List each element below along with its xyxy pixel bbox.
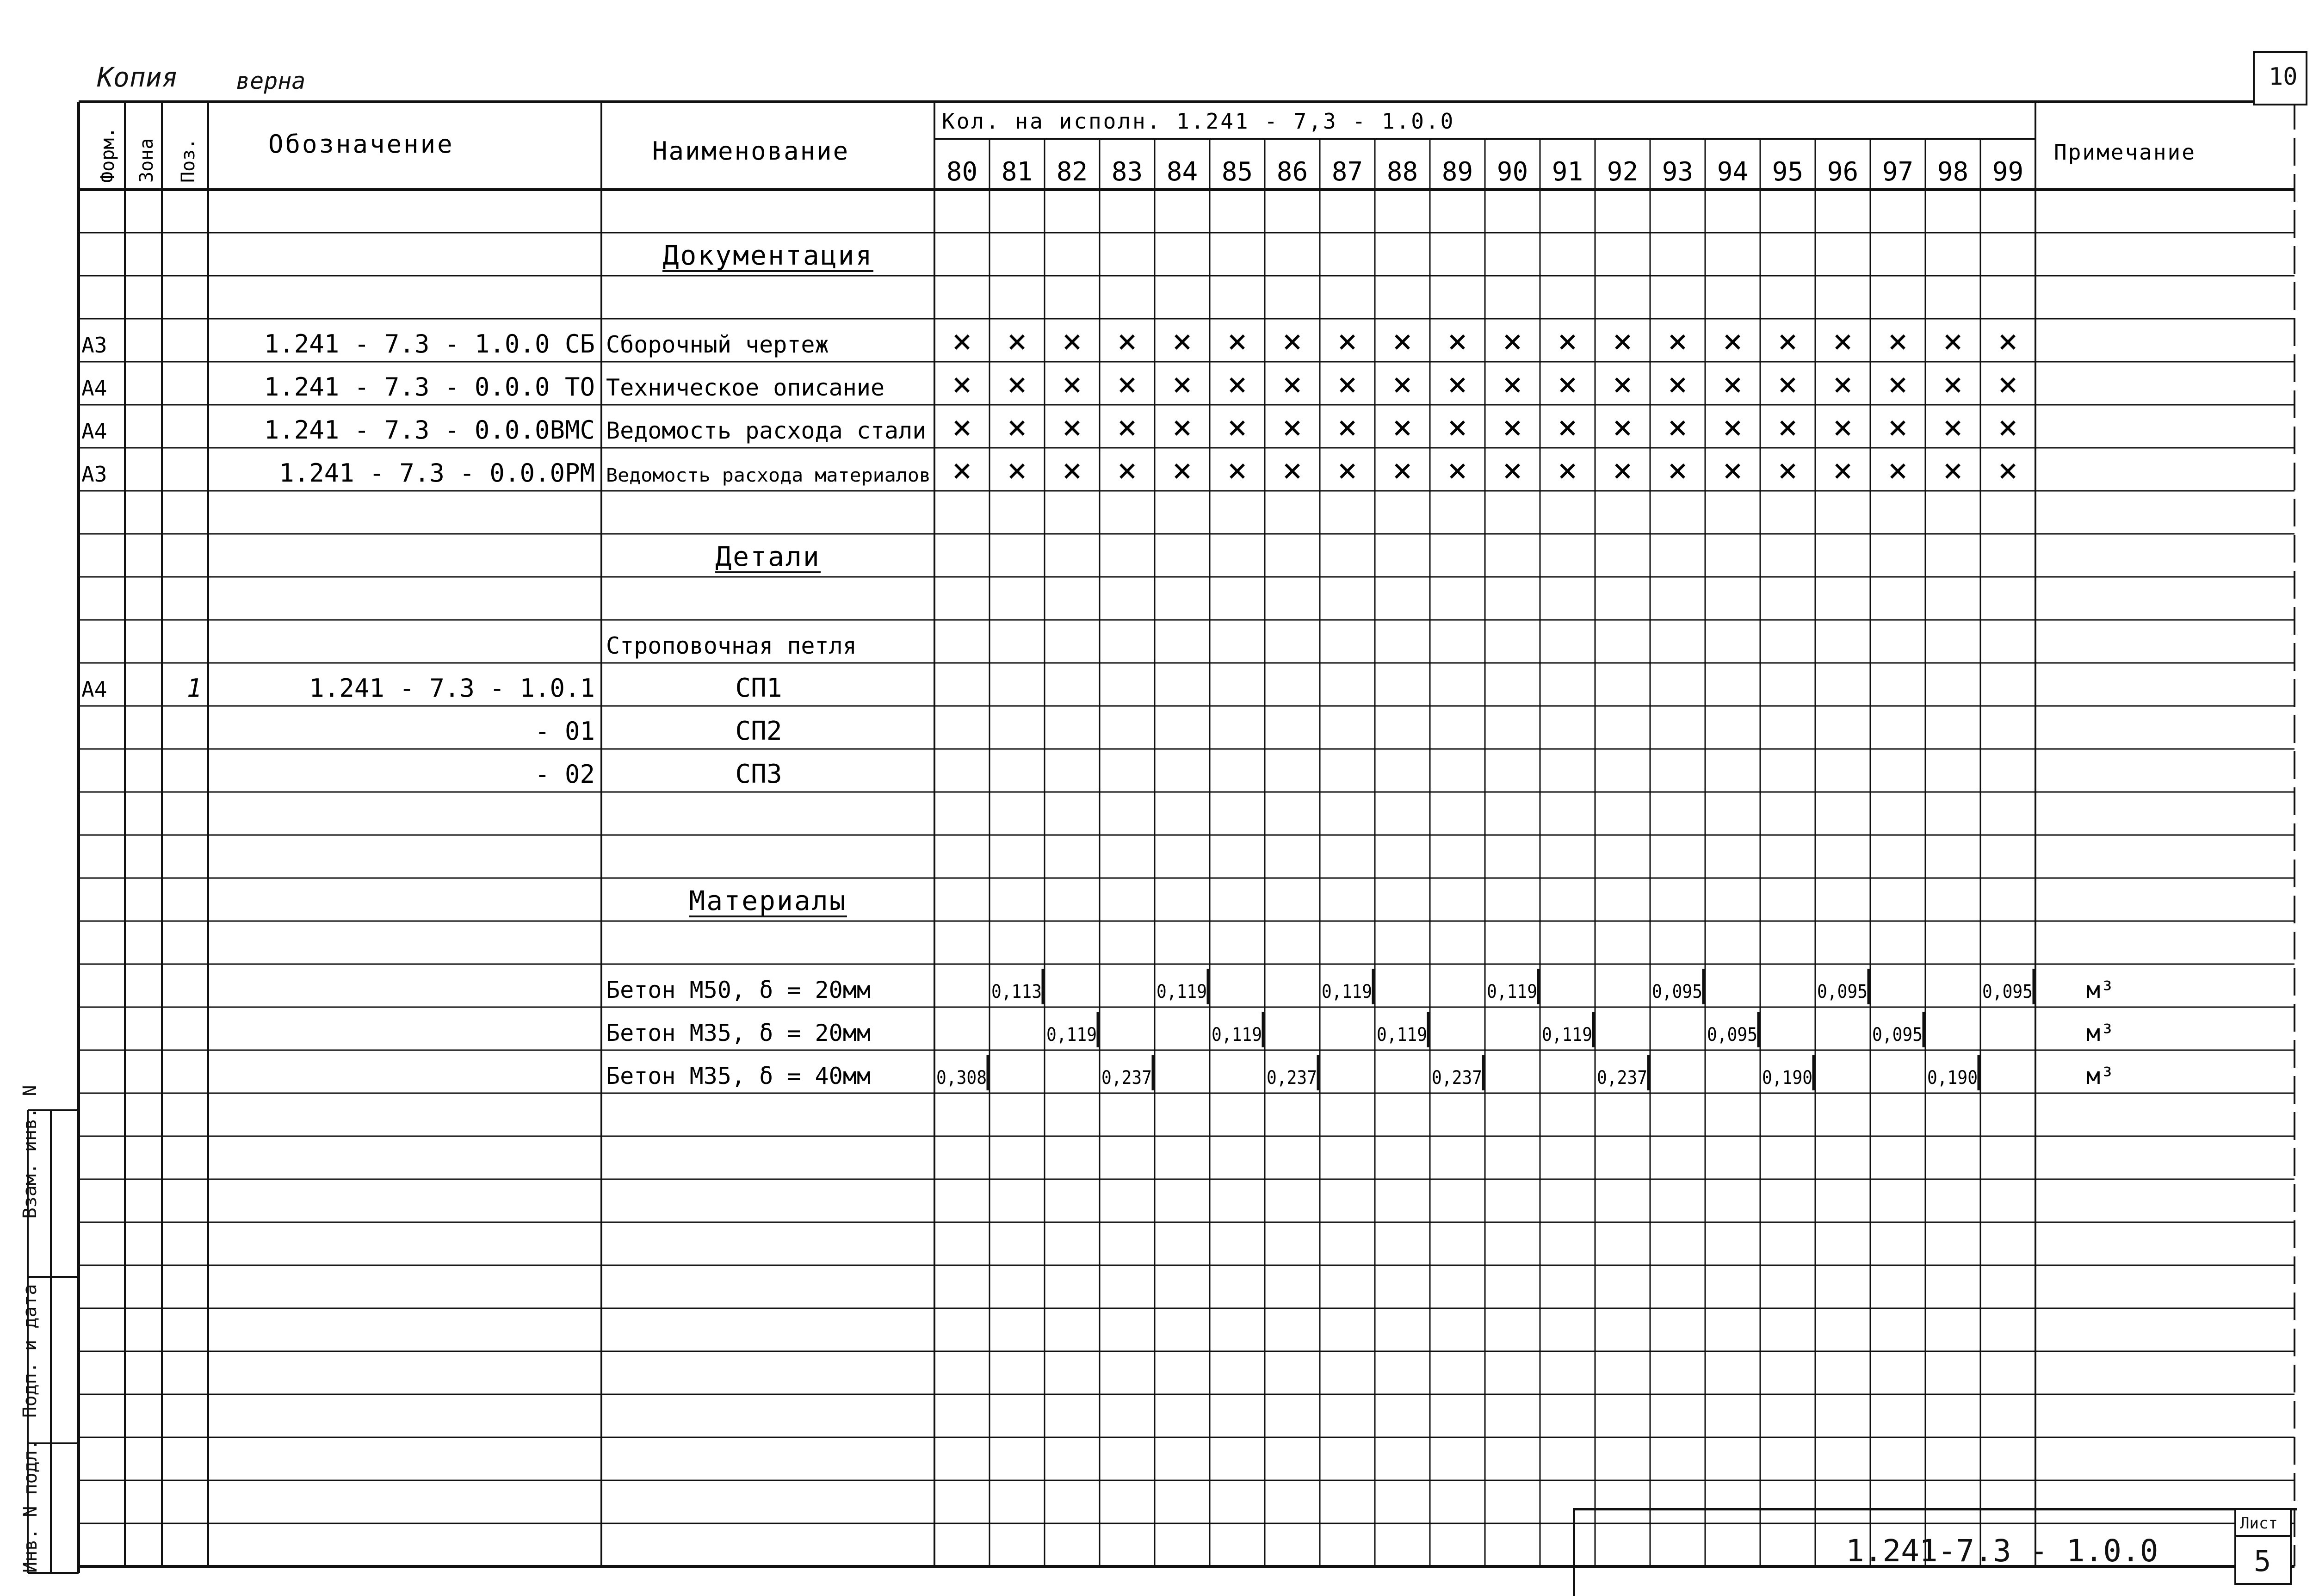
quantity-value: 0,190 <box>1762 1067 1812 1089</box>
section-heading: Материалы <box>689 885 847 916</box>
row-name: Ведомость расхода материалов <box>606 465 931 486</box>
variant-number-84: 84 <box>1166 157 1198 187</box>
row-name: СП2 <box>735 716 782 746</box>
applicability-mark: × <box>1227 322 1248 360</box>
row-designation: 1.241 - 7.3 - 0.0.0 ТО <box>264 372 595 402</box>
applicability-mark: × <box>1942 365 1963 403</box>
row-name: Ведомость расхода стали <box>606 417 927 444</box>
applicability-mark: × <box>1667 451 1688 489</box>
quantity-value: 0,237 <box>1101 1067 1152 1089</box>
verified-stamp-word: верна <box>236 68 306 94</box>
variant-number-91: 91 <box>1552 157 1583 187</box>
applicability-mark: × <box>1612 451 1633 489</box>
row-name: Бетон М35, δ = 20мм <box>606 1020 871 1046</box>
section-heading: Документация <box>662 240 873 271</box>
applicability-mark: × <box>1832 365 1853 403</box>
side-stamp-inv-no: Инв. N подл. <box>20 1439 41 1573</box>
header-name: Наименование <box>652 136 850 166</box>
quantity-value: 0,119 <box>1212 1024 1262 1045</box>
applicability-mark: × <box>1227 451 1248 489</box>
applicability-mark: × <box>1062 451 1082 489</box>
applicability-mark: × <box>1722 365 1743 403</box>
applicability-mark: × <box>1062 408 1082 446</box>
applicability-mark: × <box>1777 322 1798 360</box>
applicability-mark: × <box>1557 451 1578 489</box>
sheet-label: Лист <box>2240 1514 2278 1533</box>
applicability-mark: × <box>1392 408 1413 446</box>
applicability-mark: × <box>1502 451 1523 489</box>
applicability-mark: × <box>1777 451 1798 489</box>
side-stamp-replace-inv: Взам. инв. N <box>19 1085 41 1219</box>
quantity-value: 0,119 <box>1542 1024 1592 1045</box>
variant-number-93: 93 <box>1662 157 1694 187</box>
applicability-mark: × <box>1722 451 1743 489</box>
applicability-mark: × <box>1502 408 1523 446</box>
section-heading: Детали <box>715 541 821 572</box>
row-format: А4 <box>81 677 107 702</box>
variant-number-82: 82 <box>1056 157 1088 187</box>
applicability-mark: × <box>1942 408 1963 446</box>
applicability-mark: × <box>1007 451 1027 489</box>
variant-number-81: 81 <box>1001 157 1033 187</box>
applicability-mark: × <box>1172 365 1193 403</box>
quantity-value: 0,308 <box>936 1067 987 1089</box>
applicability-mark: × <box>1282 365 1303 403</box>
variant-number-99: 99 <box>1992 157 2024 187</box>
quantity-value: 0,095 <box>1817 981 1868 1002</box>
applicability-mark: × <box>1998 408 2018 446</box>
applicability-mark: × <box>1998 365 2018 403</box>
variant-number-87: 87 <box>1331 157 1363 187</box>
row-position: 1 <box>186 674 202 703</box>
applicability-mark: × <box>1612 408 1633 446</box>
variant-number-80: 80 <box>946 157 978 187</box>
row-name: Техническое описание <box>606 374 885 401</box>
applicability-mark: × <box>1887 365 1908 403</box>
applicability-mark: × <box>1832 408 1853 446</box>
header-zone: Зона <box>136 138 157 183</box>
applicability-mark: × <box>1227 408 1248 446</box>
applicability-mark: × <box>1832 451 1853 489</box>
applicability-mark: × <box>1007 322 1027 360</box>
row-designation: 1.241 - 7.3 - 0.0.0ВМС <box>264 415 595 445</box>
applicability-mark: × <box>1502 322 1523 360</box>
applicability-mark: × <box>1998 322 2018 360</box>
applicability-mark: × <box>1282 322 1303 360</box>
applicability-mark: × <box>1667 365 1688 403</box>
applicability-mark: × <box>1502 365 1523 403</box>
applicability-mark: × <box>1117 365 1138 403</box>
applicability-mark: × <box>1447 451 1468 489</box>
copy-stamp-word: Копия <box>97 62 178 93</box>
row-name: Бетон М50, δ = 20мм <box>606 977 871 1003</box>
row-designation: 1.241 - 7.3 - 1.0.1 <box>309 674 595 703</box>
row-designation: 1.241 - 7.3 - 1.0.0 СБ <box>264 329 595 359</box>
variant-number-90: 90 <box>1497 157 1528 187</box>
applicability-mark: × <box>952 451 972 489</box>
variant-number-83: 83 <box>1111 157 1143 187</box>
row-note-unit: м³ <box>2086 1020 2115 1046</box>
row-name: Бетон М35, δ = 40мм <box>606 1063 871 1089</box>
row-name: СП3 <box>735 759 782 789</box>
applicability-mark: × <box>1612 365 1633 403</box>
applicability-mark: × <box>952 365 972 403</box>
sheet-number: 5 <box>2254 1544 2271 1578</box>
applicability-mark: × <box>1722 408 1743 446</box>
quantity-value: 0,237 <box>1267 1067 1317 1089</box>
applicability-mark: × <box>1942 451 1963 489</box>
applicability-mark: × <box>1062 365 1082 403</box>
row-designation: 1.241 - 7.3 - 0.0.0РМ <box>279 458 595 488</box>
applicability-mark: × <box>1117 408 1138 446</box>
applicability-mark: × <box>1337 408 1358 446</box>
quantity-value: 0,119 <box>1487 981 1537 1002</box>
applicability-mark: × <box>1172 408 1193 446</box>
variant-number-88: 88 <box>1386 157 1418 187</box>
quantity-value: 0,119 <box>1156 981 1207 1002</box>
quantity-value: 0,237 <box>1597 1067 1647 1089</box>
variant-number-92: 92 <box>1607 157 1639 187</box>
row-name: Строповочная петля <box>606 632 857 659</box>
quantity-value: 0,095 <box>1707 1024 1757 1045</box>
applicability-mark: × <box>1227 365 1248 403</box>
variant-number-85: 85 <box>1221 157 1253 187</box>
side-stamp-sign-date: Подп. и дата <box>19 1284 41 1418</box>
applicability-mark: × <box>1392 451 1413 489</box>
applicability-mark: × <box>1887 322 1908 360</box>
row-name: Сборочный чертеж <box>606 331 829 358</box>
header-format: Форм. <box>97 127 118 183</box>
applicability-mark: × <box>1667 408 1688 446</box>
applicability-mark: × <box>1172 322 1193 360</box>
applicability-mark: × <box>1337 322 1358 360</box>
applicability-mark: × <box>952 322 972 360</box>
variant-number-97: 97 <box>1882 157 1914 187</box>
applicability-mark: × <box>1392 322 1413 360</box>
row-designation: - 02 <box>534 760 595 789</box>
quantity-value: 0,190 <box>1927 1067 1978 1089</box>
row-note-unit: м³ <box>2086 1063 2115 1089</box>
variant-number-89: 89 <box>1441 157 1473 187</box>
quantity-value: 0,119 <box>1377 1024 1427 1045</box>
quantity-value: 0,237 <box>1432 1067 1482 1089</box>
applicability-mark: × <box>952 408 972 446</box>
quantity-value: 0,119 <box>1046 1024 1097 1045</box>
applicability-mark: × <box>1887 451 1908 489</box>
applicability-mark: × <box>1282 451 1303 489</box>
applicability-mark: × <box>1062 322 1082 360</box>
header-note: Примечание <box>2054 140 2196 165</box>
corner-number: 10 <box>2269 63 2298 91</box>
row-designation: - 01 <box>534 717 595 746</box>
row-format: А4 <box>81 376 107 401</box>
variant-number-94: 94 <box>1717 157 1749 187</box>
applicability-mark: × <box>1447 365 1468 403</box>
applicability-mark: × <box>1998 451 2018 489</box>
row-format: А3 <box>81 462 107 487</box>
applicability-mark: × <box>1447 408 1468 446</box>
row-name: СП1 <box>735 673 782 703</box>
variant-number-96: 96 <box>1827 157 1859 187</box>
applicability-mark: × <box>1337 365 1358 403</box>
applicability-mark: × <box>1172 451 1193 489</box>
applicability-mark: × <box>1777 408 1798 446</box>
applicability-mark: × <box>1117 451 1138 489</box>
corner-number-box <box>2253 51 2307 105</box>
row-format: А3 <box>81 333 107 358</box>
applicability-mark: × <box>1777 365 1798 403</box>
applicability-mark: × <box>1007 408 1027 446</box>
applicability-mark: × <box>1557 365 1578 403</box>
applicability-mark: × <box>1007 365 1027 403</box>
header-quantity-title: Кол. на исполн. 1.241 - 7,3 - 1.0.0 <box>942 109 1455 134</box>
applicability-mark: × <box>1887 408 1908 446</box>
applicability-mark: × <box>1117 322 1138 360</box>
applicability-mark: × <box>1557 322 1578 360</box>
row-note-unit: м³ <box>2086 977 2115 1003</box>
applicability-mark: × <box>1722 322 1743 360</box>
quantity-value: 0,095 <box>1872 1024 1923 1045</box>
applicability-mark: × <box>1942 322 1963 360</box>
applicability-mark: × <box>1832 322 1853 360</box>
quantity-value: 0,095 <box>1652 981 1702 1002</box>
header-pos: Поз. <box>178 138 199 183</box>
sheet-number-box <box>2234 1535 2292 1585</box>
applicability-mark: × <box>1667 322 1688 360</box>
quantity-value: 0,119 <box>1322 981 1372 1002</box>
applicability-mark: × <box>1612 322 1633 360</box>
applicability-mark: × <box>1282 408 1303 446</box>
applicability-mark: × <box>1337 451 1358 489</box>
variant-number-95: 95 <box>1772 157 1804 187</box>
quantity-value: 0,113 <box>991 981 1042 1002</box>
header-designation: Обозначение <box>268 130 454 159</box>
applicability-mark: × <box>1447 322 1468 360</box>
document-code: 1.241-7.3 - 1.0.0 <box>1846 1533 2158 1569</box>
row-format: А4 <box>81 419 107 444</box>
variant-number-86: 86 <box>1276 157 1308 187</box>
applicability-mark: × <box>1557 408 1578 446</box>
applicability-mark: × <box>1392 365 1413 403</box>
quantity-value: 0,095 <box>1982 981 2033 1002</box>
variant-number-98: 98 <box>1937 157 1969 187</box>
